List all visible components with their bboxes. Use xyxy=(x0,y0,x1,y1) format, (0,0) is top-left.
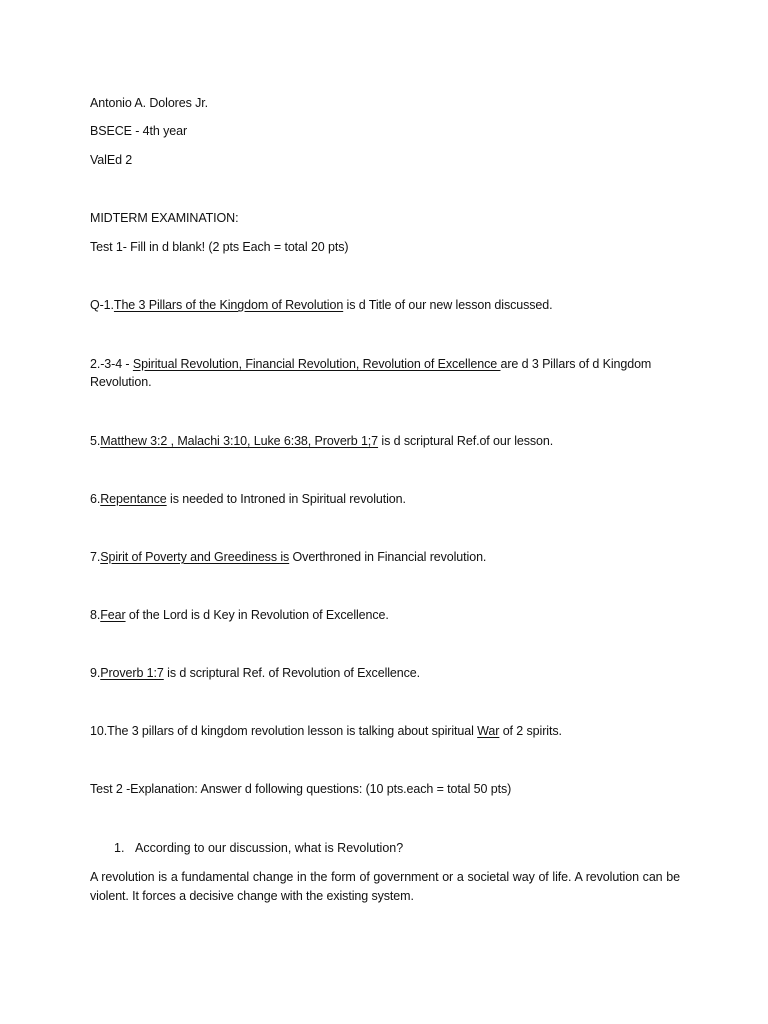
question-10-prefix: 10.The 3 pillars of d kingdom revolution lesson is talking about spiritual xyxy=(90,724,478,738)
question-8 xyxy=(90,606,389,624)
question-10-suffix: of 2 spirits. xyxy=(499,724,562,738)
test2-question-1-number: 1. xyxy=(114,841,125,855)
question-5-prefix: 5. xyxy=(90,434,101,448)
question-6-suffix: is needed to Introned in Spiritual revolution. xyxy=(166,492,406,506)
question-8-answer: Fear xyxy=(100,608,126,622)
question-7-prefix: 7. xyxy=(90,550,101,564)
question-5-answer: Matthew 3:2 , Malachi 3:10, Luke 6:38, Proverb 1;7 xyxy=(100,434,379,448)
test2-question-1-text: According to our discussion, what is Revolution? xyxy=(135,841,404,855)
question-1-prefix: Q-1. xyxy=(90,298,114,312)
question-8-suffix: of the Lord is d Key in Revolution of Excellence. xyxy=(125,608,389,622)
question-9-suffix: is d scriptural Ref. of Revolution of Excellence. xyxy=(163,666,420,680)
subject-code: ValEd 2 xyxy=(90,153,133,167)
question-7 xyxy=(90,548,486,566)
question-9-answer: Proverb 1:7 xyxy=(100,666,164,680)
question-6-answer: Repentance xyxy=(100,492,167,506)
student-course: BSECE - 4th year xyxy=(90,124,188,138)
question-10-answer: War xyxy=(477,724,500,738)
question-5-suffix: is d scriptural Ref.of our lesson. xyxy=(378,434,554,448)
question-2-4-prefix: 2.-3-4 - xyxy=(90,357,133,371)
question-2-4-suffix: are d 3 Pillars of d Kingdom xyxy=(500,357,652,371)
question-1-suffix: is d Title of our new lesson discussed. xyxy=(343,298,553,312)
question-7-answer: Spirit of Poverty and Greediness is xyxy=(100,550,290,564)
question-8-prefix: 8. xyxy=(90,608,101,622)
question-6 xyxy=(90,490,406,508)
test2-answer-1: A revolution is a fundamental change in the form of government or a societal way of life. A revolution can be violent. It forces a decisive change with the existing system. xyxy=(90,870,680,903)
question-7-suffix: Overthroned in Financial revolution. xyxy=(289,550,487,564)
question-1-answer: The 3 Pillars of the Kingdom of Revolution xyxy=(113,298,344,312)
test2-instructions: Test 2 -Explanation: Answer d following questions: (10 pts.each = total 50 pts) xyxy=(90,782,512,796)
exam-title: MIDTERM EXAMINATION: xyxy=(90,211,239,225)
question-2-4-answer: Spiritual Revolution, Financial Revolution, Revolution of Excellence xyxy=(132,357,501,371)
question-5 xyxy=(90,432,553,450)
question-1 xyxy=(90,296,553,314)
question-10 xyxy=(90,722,562,740)
question-9-prefix: 9. xyxy=(90,666,101,680)
student-name: Antonio A. Dolores Jr. xyxy=(90,96,209,110)
question-2-4-continuation: Revolution. xyxy=(90,375,152,389)
question-2-4 xyxy=(90,355,651,373)
test1-instructions: Test 1- Fill in d blank! (2 pts Each = total 20 pts) xyxy=(90,240,349,254)
question-9 xyxy=(90,664,420,682)
question-6-prefix: 6. xyxy=(90,492,101,506)
